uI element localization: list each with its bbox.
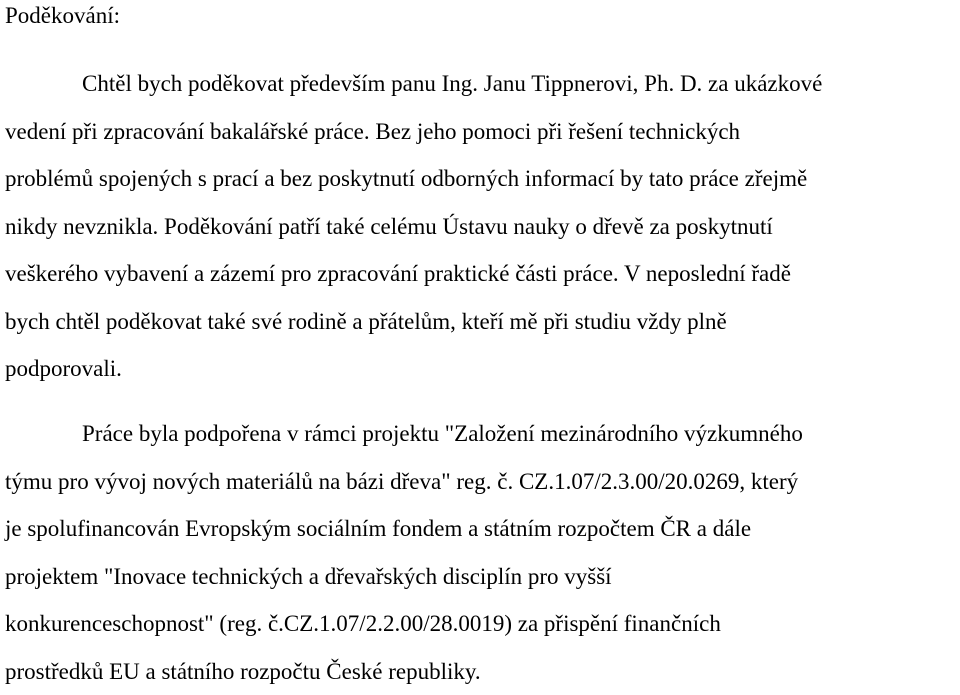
paragraph-line: vedení při zpracování bakalářské práce. Bez jeho pomoci při řešení technických bbox=[5, 108, 955, 156]
paragraph-line: týmu pro vývoj nových materiálů na bázi dřeva" reg. č. CZ.1.07/2.3.00/20.0269, který bbox=[5, 458, 955, 506]
paragraph-line: nikdy nevznikla. Poděkování patří také celému Ústavu nauky o dřevě za poskytnutí bbox=[5, 203, 955, 251]
acknowledgement-paragraph bbox=[5, 60, 955, 393]
paragraph-line: prostředků EU a státního rozpočtu České republiky. bbox=[5, 648, 955, 695]
paragraph-line: konkurenceschopnost" (reg. č.CZ.1.07/2.2.00/28.0019) za přispění finančních bbox=[5, 600, 955, 648]
paragraph-line: je spolufinancován Evropským sociálním fondem a státním rozpočtem ČR a dále bbox=[5, 505, 955, 553]
funding-paragraph bbox=[5, 410, 955, 695]
paragraph-line: Práce byla podpořena v rámci projektu "Založení mezinárodního výzkumného bbox=[5, 410, 955, 458]
paragraph-line: problémů spojených s prací a bez poskytnutí odborných informací by tato práce zřejmě bbox=[5, 155, 955, 203]
page-heading: Poděkování: bbox=[5, 2, 120, 30]
paragraph-line: podporovali. bbox=[5, 345, 955, 393]
paragraph-line: veškerého vybavení a zázemí pro zpracování praktické části práce. V neposlední řadě bbox=[5, 250, 955, 298]
paragraph-line: bych chtěl poděkovat také své rodině a přátelům, kteří mě při studiu vždy plně bbox=[5, 298, 955, 346]
paragraph-line: projektem "Inovace technických a dřevařských disciplín pro vyšší bbox=[5, 553, 955, 601]
paragraph-line: Chtěl bych poděkovat především panu Ing. Janu Tippnerovi, Ph. D. za ukázkové bbox=[5, 60, 955, 108]
